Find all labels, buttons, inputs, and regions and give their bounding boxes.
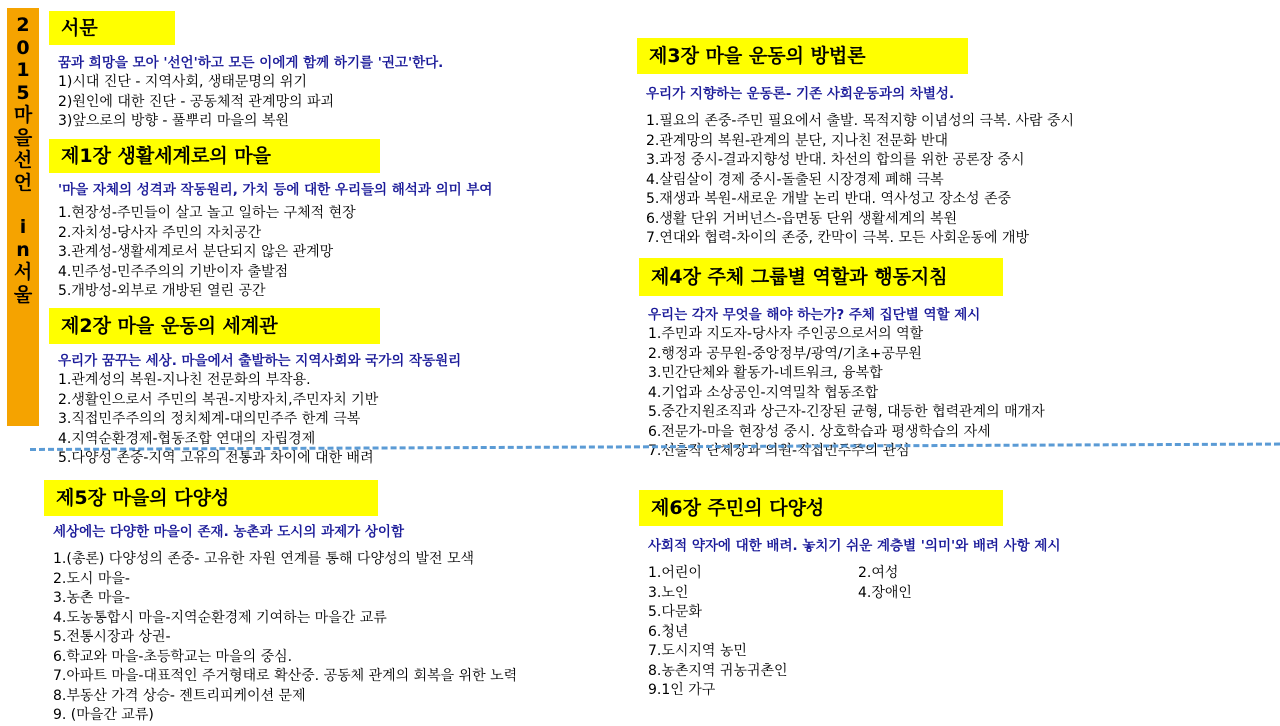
list-item: 5.다양성 존중-지역 고유의 전통과 차이에 대한 배려	[58, 450, 374, 466]
list-item: 4.기업과 소상공인-지역밀착 협동조합	[648, 384, 879, 401]
list-item: 1.어린이	[648, 565, 702, 581]
list-item: 7.도시지역 농민	[648, 643, 747, 659]
list-item: 2.행정과 공무원-중앙정부/광역/기초+공무원	[648, 345, 922, 362]
vertical-title-char: n	[16, 238, 30, 261]
section-item-list	[648, 325, 1045, 462]
list-item: 4.도농통합시 마을-지역순환경제 기여하는 마을간 교류	[53, 609, 387, 626]
list-item: 2.여성	[858, 565, 899, 581]
list-item: 3.관계성-생활세계로서 분단되지 않은 관계망	[58, 244, 334, 260]
vertical-title-char: 마	[13, 104, 33, 126]
list-item: 3.민간단체와 활동가-네트워크, 융복합	[648, 365, 883, 381]
vertical-title-char: 1	[16, 59, 30, 81]
list-item: 5.중간지원조직과 상근자-긴장된 균형, 대등한 협력관계의 매개자	[648, 404, 1045, 420]
list-item: 8.농촌지역 귀농귀촌인	[648, 662, 788, 679]
list-item: 1.(총론) 다양성의 존중- 고유한 자원 연계를 통해 다양성의 발전 모색	[53, 551, 475, 567]
list-item: 9.1인 가구	[648, 682, 716, 698]
section-chapter-5	[44, 480, 517, 726]
list-item: 7.선출직 단체장과 의원-직접민주주의 관심	[648, 443, 910, 459]
section-header: 제6장 주민의 다양성	[639, 490, 1003, 526]
vertical-title-char: 서	[13, 261, 33, 283]
vertical-title-char: 0	[16, 36, 30, 59]
resident-groups-grid	[648, 564, 1061, 701]
list-item: 4.민주성-민주주의의 기반이자 출발점	[58, 263, 289, 280]
list-item: 7.아파트 마을-대표적인 주거형태로 확산중. 공동체 관계의 회복을 위한 노력	[53, 668, 518, 684]
section-subtitle: 우리가 지향하는 운동론- 기존 사회운동과의 차별성.	[646, 86, 955, 102]
list-item: 7.연대와 협력-차이의 존중, 칸막이 극복. 모든 사회운동에 개방	[646, 230, 1030, 246]
list-item: 5.재생과 복원-새로운 개발 논리 반대. 역사성고 장소성 존중	[646, 191, 1012, 207]
list-item: 3.노인	[648, 584, 689, 601]
list-item: 8.부동산 가격 상승- 젠트리피케이션 문제	[53, 687, 306, 704]
list-item: 1.관계성의 복원-지나친 전문화의 부작용.	[58, 372, 311, 388]
list-item: 2.생활인으로서 주민의 복권-지방자치,주민자치 기반	[58, 391, 379, 408]
list-item: 6.학교와 마을-초등학교는 마을의 중심.	[53, 648, 293, 665]
list-item: 1.현장성-주민들이 살고 놀고 일하는 구체적 현장	[58, 205, 356, 221]
vertical-title-bar	[7, 8, 39, 426]
list-item: 5.전통시장과 상권-	[53, 629, 171, 645]
section-item-list	[58, 371, 461, 469]
list-item: 3.직접민주주의의 정치체계-대의민주주 한계 극복	[58, 411, 361, 427]
section-item-list	[58, 204, 492, 302]
vertical-title-char: 선	[13, 149, 33, 171]
list-item: 9. (마을간 교류)	[53, 707, 154, 723]
list-item: 2.도시 마을-	[53, 570, 130, 587]
section-header: 제1장 생활세계로의 마을	[49, 139, 380, 173]
section-header: 제3장 마을 운동의 방법론	[637, 38, 968, 74]
section-chapter-2	[49, 308, 461, 469]
list-item: 4.장애인	[858, 584, 912, 601]
vertical-title-char: 언	[13, 171, 33, 194]
list-item: 1.필요의 존중-주민 필요에서 출발. 목적지향 이념성의 극복. 사람 중시	[646, 113, 1075, 129]
list-item: 2.관계망의 복원-관계의 분단, 지나친 전문화 반대	[646, 132, 949, 149]
list-item: 3.농촌 마을-	[53, 590, 130, 606]
list-item: 6.청년	[648, 623, 689, 640]
list-item: 3)앞으로의 방향 - 풀뿌리 마을의 복원	[58, 113, 290, 129]
section-subtitle: 세상에는 다양한 마을이 존재. 농촌과 도시의 과제가 상이함	[53, 524, 405, 540]
section-chapter-6	[639, 490, 1061, 701]
section-item-list	[53, 550, 517, 726]
vertical-title-char: i	[19, 216, 27, 238]
vertical-title-char: 을	[13, 126, 33, 149]
vertical-title-char	[7, 194, 39, 216]
vertical-title-char: 울	[13, 283, 33, 306]
vertical-title-char: 5	[16, 81, 30, 104]
list-item: 4.지역순환경제-협동조합 연대의 자립경제	[58, 430, 316, 447]
section-chapter-4	[639, 258, 1045, 462]
list-item: 6.생활 단위 거버넌스-읍면동 단위 생활세계의 복원	[646, 210, 958, 227]
list-item: 5.다문화	[648, 604, 702, 620]
list-item: 3.과정 중시-결과지향성 반대. 차선의 합의를 위한 공론장 중시	[646, 152, 1025, 168]
list-item: 2.자치성-당사자 주민의 자치공간	[58, 224, 262, 241]
section-header: 제4장 주체 그룹별 역할과 행동지침	[639, 258, 1003, 296]
list-item: 1.주민과 지도자-당사자 주인공으로서의 역할	[648, 326, 924, 342]
vertical-title-char: 2	[16, 14, 30, 36]
list-item: 6.전문가-마을 현장성 중시. 상호학습과 평생학습의 자세	[648, 423, 991, 440]
section-intro	[49, 11, 443, 132]
section-header: 제2장 마을 운동의 세계관	[49, 308, 380, 344]
list-item: 1)시대 진단 - 지역사회, 생태문명의 위기	[58, 74, 307, 90]
section-item-list	[646, 112, 1074, 249]
section-header: 서문	[49, 11, 175, 45]
list-item: 5.개방성-외부로 개방된 열린 공간	[58, 283, 266, 299]
list-item: 4.살림살이 경제 중시-돌출된 시장경제 폐해 극복	[646, 171, 944, 188]
section-chapter-3	[637, 38, 1074, 249]
section-subtitle: 사회적 약자에 대한 배려. 놓치기 쉬운 계층별 '의미'와 배려 사항 제시	[648, 538, 1061, 554]
list-item: 2)원인에 대한 진단 - 공동체적 관계망의 파괴	[58, 93, 335, 110]
section-subtitle: 우리는 각자 무엇을 해야 하는가? 주체 집단별 역할 제시	[648, 307, 981, 323]
section-header: 제5장 마을의 다양성	[44, 480, 378, 516]
section-subtitle: 우리가 꿈꾸는 세상. 마을에서 출발하는 지역사회와 국가의 작동원리	[58, 353, 462, 369]
section-item-list	[58, 73, 443, 132]
section-subtitle: '마을 자체의 성격과 작동원리, 가치 등에 대한 우리들의 해석과 의미 부여	[58, 182, 493, 198]
section-subtitle: 꿈과 희망을 모아 '선언'하고 모든 이에게 함께 하기를 '권고'한다.	[58, 55, 444, 71]
section-chapter-1	[49, 139, 492, 302]
